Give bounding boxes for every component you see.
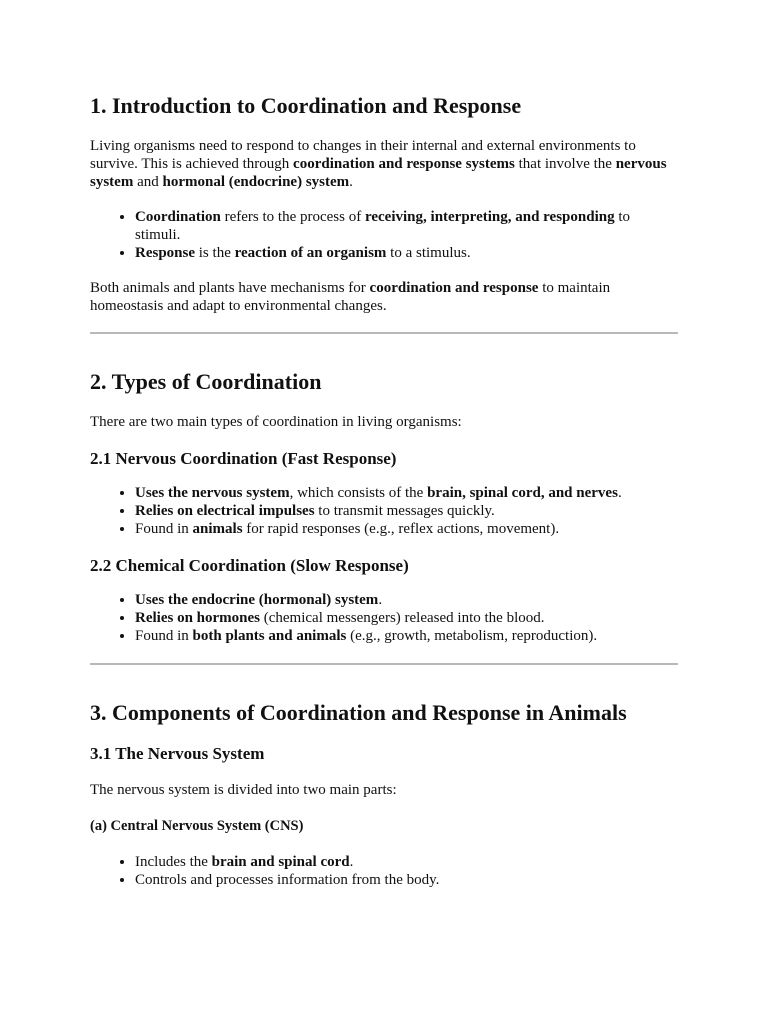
list-item: [135, 208, 678, 244]
part-a-bullet-list: [90, 853, 678, 889]
text-run: .: [349, 854, 354, 870]
section-2-intro-paragraph: There are two main types of coordination in living organisms:: [90, 414, 462, 430]
bold-run: Coordination: [135, 209, 221, 225]
text-run: refers to the process of: [220, 209, 365, 225]
text-run: .: [378, 592, 383, 608]
subsection-2-2-bullet-list: [90, 591, 678, 645]
list-item: [135, 609, 678, 627]
section-divider: [90, 663, 678, 665]
bold-run: Uses the nervous system: [135, 485, 290, 501]
text-run: (chemical messengers) released into the blood.: [260, 610, 545, 626]
text-run: Found in: [135, 628, 193, 644]
text-run: to transmit messages quickly.: [314, 503, 495, 519]
bold-run: brain and spinal cord: [211, 854, 350, 870]
section-1-heading: 1. Introduction to Coordination and Response: [90, 93, 522, 118]
list-item: [135, 627, 678, 645]
section-1-outro-paragraph: [90, 279, 678, 315]
bold-run: both plants and animals: [192, 628, 347, 644]
text-run: for rapid responses (e.g., reflex actions, movement).: [242, 521, 560, 537]
subsection-3-1-intro-paragraph: The nervous system is divided into two main parts:: [90, 782, 397, 798]
text-run: to a stimulus.: [386, 245, 471, 261]
text-run: Found in: [135, 521, 193, 537]
text-run: and: [133, 174, 163, 190]
bold-run: Response: [135, 245, 196, 261]
subsection-3-1-heading: 3.1 The Nervous System: [90, 744, 265, 763]
text-run: Controls and processes information from the body.: [135, 872, 440, 888]
text-run: Living organisms need to respond to changes in their internal and external environments to survive. This is achieved through: [90, 138, 636, 172]
list-item: [135, 484, 678, 502]
bold-run: brain, spinal cord, and nerves: [427, 485, 618, 501]
bold-run: Uses the endocrine (hormonal) system: [135, 592, 379, 608]
subsection-2-1-bullet-list: [90, 484, 678, 538]
bold-run: animals: [192, 521, 243, 537]
text-run: that involve the: [514, 156, 616, 172]
subsection-2-1-heading: 2.1 Nervous Coordination (Fast Response): [90, 449, 397, 468]
bold-run: coordination and response: [369, 280, 539, 296]
bold-run: Relies on hormones: [135, 610, 260, 626]
list-item: [135, 591, 678, 609]
section-1-bullet-list: [90, 208, 678, 262]
text-run: Includes the: [135, 854, 212, 870]
text-run: , which consists of the: [289, 485, 428, 501]
list-item: [135, 853, 678, 871]
text-run: Both animals and plants have mechanisms for: [90, 280, 370, 296]
text-run: to maintain homeostasis and adapt to environmental changes.: [90, 280, 611, 314]
text-run: .: [617, 485, 622, 501]
list-item: [135, 520, 678, 538]
text-run: (e.g., growth, metabolism, reproduction).: [346, 628, 598, 644]
subsection-2-2-heading: 2.2 Chemical Coordination (Slow Response): [90, 556, 409, 575]
list-item: [135, 244, 678, 262]
bold-run: coordination and response systems: [293, 156, 515, 172]
section-divider: [90, 332, 678, 334]
part-a-heading: (a) Central Nervous System (CNS): [90, 818, 304, 834]
section-2-heading: 2. Types of Coordination: [90, 369, 322, 394]
section-3-heading: 3. Components of Coordination and Response in Animals: [90, 700, 627, 725]
bold-run: Relies on electrical impulses: [135, 503, 315, 519]
bold-run: nervous system: [90, 156, 667, 190]
section-1-intro-paragraph: [90, 137, 678, 191]
list-item: [135, 871, 678, 889]
text-run: is the: [195, 245, 235, 261]
bold-run: receiving, interpreting, and responding: [364, 209, 615, 225]
bold-run: hormonal (endocrine) system: [162, 174, 350, 190]
text-run: .: [349, 174, 353, 190]
bold-run: reaction of an organism: [234, 245, 387, 261]
list-item: [135, 502, 678, 520]
text-run: to stimuli.: [135, 209, 631, 243]
